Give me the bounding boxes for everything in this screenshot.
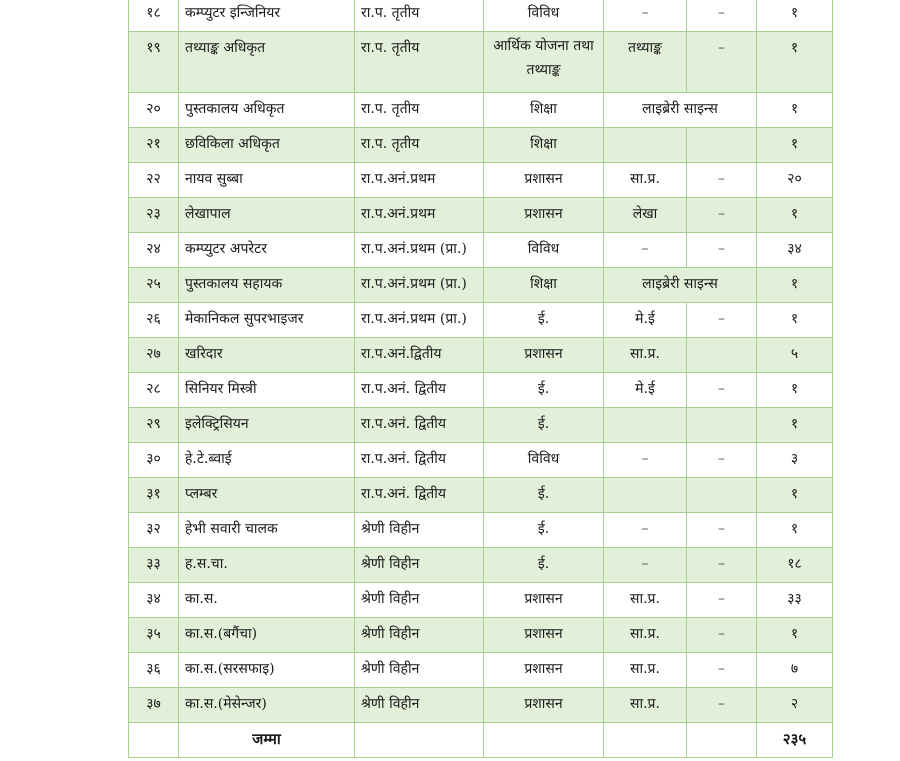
level-cell: श्रेणी विहीन [355, 688, 484, 723]
post-cell: तथ्याङ्क अधिकृत [179, 32, 355, 93]
post-cell: नायव सुब्बा [179, 163, 355, 198]
post-cell: का.स.(मेसेन्जर) [179, 688, 355, 723]
level-cell: रा.प. तृतीय [355, 128, 484, 163]
post-cell: का.स. [179, 583, 355, 618]
subgroup-cell: – [687, 618, 757, 653]
subgroup-cell: – [687, 688, 757, 723]
total-blank-cell [129, 723, 179, 758]
serial-cell: २२ [129, 163, 179, 198]
serial-cell: २० [129, 93, 179, 128]
serial-cell: २५ [129, 268, 179, 303]
subgroup-cell: – [687, 303, 757, 338]
table-row [129, 513, 833, 548]
subgroup-cell: – [687, 0, 757, 32]
service-cell: प्रशासन [484, 163, 604, 198]
service-cell: विविध [484, 233, 604, 268]
group-cell: सा.प्र. [604, 688, 687, 723]
service-cell: ई. [484, 548, 604, 583]
serial-cell: ३६ [129, 653, 179, 688]
serial-cell: ३२ [129, 513, 179, 548]
group-cell: – [604, 443, 687, 478]
serial-cell: १९ [129, 32, 179, 93]
subgroup-cell: – [687, 513, 757, 548]
level-cell: रा.प.अनं. द्वितीय [355, 373, 484, 408]
group-cell: सा.प्र. [604, 338, 687, 373]
level-cell: रा.प.अनं.प्रथम (प्रा.) [355, 268, 484, 303]
post-cell: मेकानिकल सुपरभाइजर [179, 303, 355, 338]
table-row [129, 408, 833, 443]
count-cell: १ [757, 513, 833, 548]
subgroup-cell: – [687, 198, 757, 233]
count-cell: १ [757, 198, 833, 233]
level-cell: रा.प. तृतीय [355, 93, 484, 128]
post-cell: सिनियर मिस्त्री [179, 373, 355, 408]
table-row [129, 653, 833, 688]
level-cell: रा.प. तृतीय [355, 32, 484, 93]
total-blank-cell [484, 723, 604, 758]
service-cell: ई. [484, 373, 604, 408]
subgroup-cell [687, 478, 757, 513]
table-row [129, 688, 833, 723]
level-cell: रा.प.अनं.प्रथम (प्रा.) [355, 303, 484, 338]
post-cell: ह.स.चा. [179, 548, 355, 583]
total-row [129, 723, 833, 758]
count-cell: २० [757, 163, 833, 198]
table-row [129, 93, 833, 128]
serial-cell: २१ [129, 128, 179, 163]
serial-cell: २७ [129, 338, 179, 373]
service-cell: ई. [484, 478, 604, 513]
subgroup-cell: – [687, 32, 757, 93]
level-cell: श्रेणी विहीन [355, 618, 484, 653]
total-blank-cell [687, 723, 757, 758]
group-cell: – [604, 548, 687, 583]
post-cell: का.स.(सरसफाइ) [179, 653, 355, 688]
level-cell: रा.प.अनं. द्वितीय [355, 408, 484, 443]
service-cell: प्रशासन [484, 653, 604, 688]
table-row [129, 32, 833, 93]
serial-cell: ३१ [129, 478, 179, 513]
subgroup-cell: – [687, 653, 757, 688]
group-cell: सा.प्र. [604, 163, 687, 198]
group-cell: सा.प्र. [604, 618, 687, 653]
post-cell: खरिदार [179, 338, 355, 373]
post-cell: इलेक्ट्रिसियन [179, 408, 355, 443]
post-cell: कम्प्युटर अपरेटर [179, 233, 355, 268]
subgroup-cell [687, 128, 757, 163]
table-row [129, 268, 833, 303]
count-cell: १ [757, 373, 833, 408]
table-row [129, 303, 833, 338]
serial-cell: ३५ [129, 618, 179, 653]
count-cell: ३ [757, 443, 833, 478]
level-cell: रा.प.अनं.प्रथम (प्रा.) [355, 233, 484, 268]
level-cell: श्रेणी विहीन [355, 548, 484, 583]
table-row [129, 128, 833, 163]
table-row [129, 163, 833, 198]
serial-cell: २६ [129, 303, 179, 338]
count-cell: १ [757, 0, 833, 32]
service-cell: आर्थिक योजना तथा तथ्याङ्क [484, 32, 604, 93]
count-cell: ५ [757, 338, 833, 373]
subgroup-cell: – [687, 583, 757, 618]
post-cell: पुस्तकालय सहायक [179, 268, 355, 303]
level-cell: श्रेणी विहीन [355, 653, 484, 688]
service-cell: शिक्षा [484, 268, 604, 303]
service-cell: विविध [484, 0, 604, 32]
level-cell: रा.प.अनं.द्वितीय [355, 338, 484, 373]
serial-cell: २४ [129, 233, 179, 268]
service-cell: प्रशासन [484, 198, 604, 233]
group-cell: सा.प्र. [604, 653, 687, 688]
serial-cell: ३४ [129, 583, 179, 618]
group-cell: लाइब्रेरी साइन्स [604, 268, 757, 303]
table-row [129, 583, 833, 618]
level-cell: रा.प.अनं. द्वितीय [355, 443, 484, 478]
count-cell: १ [757, 408, 833, 443]
table-row [129, 338, 833, 373]
post-cell: छविकिला अधिकृत [179, 128, 355, 163]
staff-table [128, 0, 833, 758]
level-cell: रा.प.अनं.प्रथम [355, 163, 484, 198]
subgroup-cell: – [687, 233, 757, 268]
service-cell: शिक्षा [484, 93, 604, 128]
service-cell: प्रशासन [484, 583, 604, 618]
level-cell: श्रेणी विहीन [355, 513, 484, 548]
service-cell: प्रशासन [484, 338, 604, 373]
serial-cell: २९ [129, 408, 179, 443]
table-row [129, 548, 833, 583]
group-cell [604, 408, 687, 443]
count-cell: १८ [757, 548, 833, 583]
count-cell: ३४ [757, 233, 833, 268]
group-cell: तथ्याङ्क [604, 32, 687, 93]
service-cell: ई. [484, 303, 604, 338]
total-blank-cell [355, 723, 484, 758]
count-cell: १ [757, 478, 833, 513]
group-cell: मे.ई [604, 373, 687, 408]
subgroup-cell: – [687, 443, 757, 478]
post-cell: प्लम्बर [179, 478, 355, 513]
table-row [129, 198, 833, 233]
count-cell: १ [757, 32, 833, 93]
serial-cell: ३३ [129, 548, 179, 583]
staff-table-body [129, 0, 833, 758]
table-row [129, 0, 833, 32]
post-cell: कम्प्युटर इन्जिनियर [179, 0, 355, 32]
post-cell: पुस्तकालय अधिकृत [179, 93, 355, 128]
level-cell: रा.प.अनं.प्रथम [355, 198, 484, 233]
service-cell: ई. [484, 408, 604, 443]
count-cell: ७ [757, 653, 833, 688]
table-row [129, 478, 833, 513]
group-cell: लाइब्रेरी साइन्स [604, 93, 757, 128]
total-label: जम्मा [179, 723, 355, 758]
table-row [129, 233, 833, 268]
count-cell: १ [757, 128, 833, 163]
group-cell: सा.प्र. [604, 583, 687, 618]
serial-cell: १८ [129, 0, 179, 32]
count-cell: ३३ [757, 583, 833, 618]
group-cell: – [604, 233, 687, 268]
post-cell: का.स.(बगैंचा) [179, 618, 355, 653]
post-cell: लेखापाल [179, 198, 355, 233]
service-cell: ई. [484, 513, 604, 548]
serial-cell: ३० [129, 443, 179, 478]
level-cell: श्रेणी विहीन [355, 583, 484, 618]
total-count: २३५ [757, 723, 833, 758]
subgroup-cell: – [687, 373, 757, 408]
group-cell [604, 128, 687, 163]
serial-cell: २८ [129, 373, 179, 408]
count-cell: १ [757, 303, 833, 338]
serial-cell: ३७ [129, 688, 179, 723]
table-row [129, 373, 833, 408]
count-cell: २ [757, 688, 833, 723]
service-cell: प्रशासन [484, 688, 604, 723]
group-cell [604, 478, 687, 513]
count-cell: १ [757, 268, 833, 303]
post-cell: हेभी सवारी चालक [179, 513, 355, 548]
count-cell: १ [757, 618, 833, 653]
level-cell: रा.प.अनं. द्वितीय [355, 478, 484, 513]
group-cell: लेखा [604, 198, 687, 233]
post-cell: हे.टे.ब्वाई [179, 443, 355, 478]
group-cell: – [604, 0, 687, 32]
subgroup-cell: – [687, 548, 757, 583]
service-cell: विविध [484, 443, 604, 478]
serial-cell: २३ [129, 198, 179, 233]
subgroup-cell: – [687, 163, 757, 198]
service-cell: प्रशासन [484, 618, 604, 653]
service-cell: शिक्षा [484, 128, 604, 163]
count-cell: १ [757, 93, 833, 128]
group-cell: – [604, 513, 687, 548]
group-cell: मे.ई [604, 303, 687, 338]
subgroup-cell [687, 408, 757, 443]
total-blank-cell [604, 723, 687, 758]
subgroup-cell [687, 338, 757, 373]
level-cell: रा.प. तृतीय [355, 0, 484, 32]
table-row [129, 618, 833, 653]
table-row [129, 443, 833, 478]
